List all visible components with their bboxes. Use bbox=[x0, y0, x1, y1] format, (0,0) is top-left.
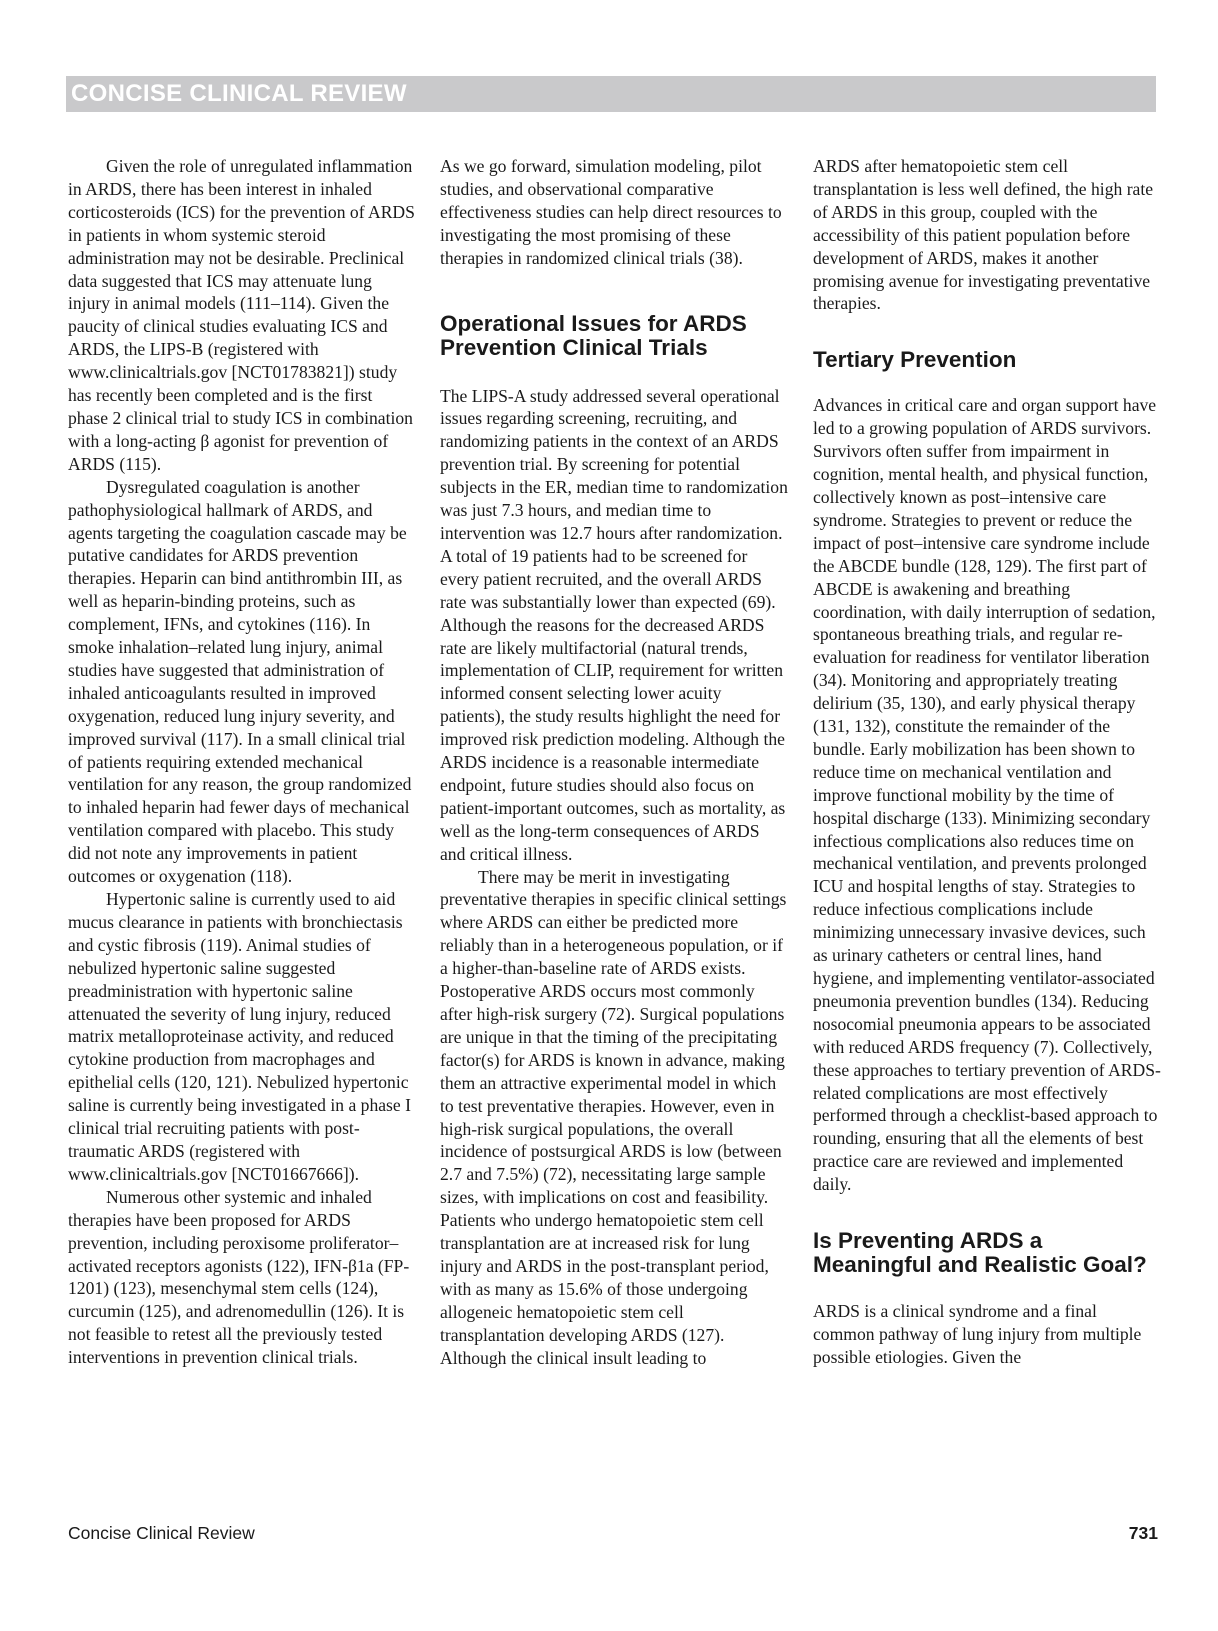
column-1 bbox=[68, 155, 416, 1369]
paragraph: Given the role of unregulated inflammation in ARDS, there has been interest in inhaled corticosteroids (ICS) for the prevention of ARDS in patients in whom systemic steroid administration may not be desirable. Preclinical data suggested that ICS may attenuate lung injury in animal models (111–114). Given the paucity of clinical studies evaluating ICS and ARDS, the LIPS-B (registered with www.clinicaltrials.gov [NCT01783821]) study has recently been completed and is the first phase 2 clinical trial to study ICS in combination with a long-acting β agonist for prevention of ARDS (115). bbox=[68, 156, 415, 474]
paragraph: The LIPS-A study addressed several operational issues regarding screening, recruiting, and randomizing patients in the context of an ARDS prevention trial. By screening for potential subjects in the ER, median time to randomization was just 7.3 hours, and median time to intervention was 12.7 hours after randomization. A total of 19 patients had to be screened for every patient recruited, and the overall ARDS rate was substantially lower than expected (69). Although the reasons for the decreased ARDS rate are likely multifactorial (natural trends, implementation of CLIP, requirement for written informed consent selecting lower acuity patients), the study results highlight the need for improved risk prediction modeling. Although the ARDS incidence is a reasonable intermediate endpoint, future studies should also focus on patient-important outcomes, such as mortality, as well as the long-term consequences of ARDS and critical illness. bbox=[440, 385, 788, 864]
column-2 bbox=[440, 155, 788, 1370]
paragraph: ARDS is a clinical syndrome and a final common pathway of lung injury from multiple possible etiologies. Given the bbox=[813, 1301, 1142, 1367]
paragraph: ARDS after hematopoietic stem cell transplantation is less well defined, the high rate of ARDS in this group, coupled with the accessibility of this patient population before development of ARDS, makes it another promising avenue for investigating preventative therapies. bbox=[813, 156, 1154, 314]
section-heading: Is Preventing ARDS a Meaningful and Realistic Goal? bbox=[813, 1228, 1147, 1278]
paragraph: Numerous other systemic and inhaled therapies have been proposed for ARDS prevention, including peroxisome proliferator–activated receptors agonists (122), IFN-β1a (FP-1201) (123), mesenchymal stem cells (124), curcumin (125), and adrenomedullin (126). It is not feasible to retest all the previously tested interventions in prevention clinical trials. bbox=[68, 1186, 410, 1368]
section-heading: Operational Issues for ARDS Prevention Clinical Trials bbox=[440, 310, 747, 360]
column-3 bbox=[813, 155, 1161, 1369]
section-heading: Tertiary Prevention bbox=[813, 347, 1017, 373]
page-number: 731 bbox=[1128, 1523, 1158, 1543]
section-label: CONCISE CLINICAL REVIEW bbox=[71, 80, 407, 107]
paragraph: Advances in critical care and organ support have led to a growing population of ARDS survivors. Survivors often suffer from impairment in cognition, mental health, and physical function, collectively known as post–intensive care syndrome. Strategies to prevent or reduce the impact of post–intensive care syndrome include the ABCDE bundle (128, 129). The first part of ABCDE is awakening and breathing coordination, with daily interruption of sedation, spontaneous breathing trials, and regular re-evaluation for readiness for ventilator liberation (34). Monitoring and appropriately treating delirium (35, 130), and early physical therapy (131, 132), constitute the remainder of the bundle. Early mobilization has been shown to reduce time on mechanical ventilation and improve functional mobility by the time of hospital discharge (133). Minimizing secondary infectious complications also reduces time on mechanical ventilation, and prevents prolonged ICU and hospital lengths of stay. Strategies to reduce infectious complications include minimizing unnecessary invasive devices, such as urinary catheters or central lines, hand hygiene, and implementing ventilator-associated pneumonia prevention bundles (134). Reducing nosocomial pneumonia appears to be associated with reduced ARDS frequency (7). Collectively, these approaches to tertiary prevention of ARDS-related complications are most effectively performed through a checklist-based approach to rounding, ensuring that all the elements of best practice care are reviewed and implemented daily. bbox=[813, 395, 1161, 1195]
paragraph: As we go forward, simulation modeling, pilot studies, and observational comparative effectiveness studies can help direct resources to investigating the most promising of these therapies in randomized clinical trials (38). bbox=[440, 156, 782, 268]
running-title: Concise Clinical Review bbox=[68, 1523, 255, 1543]
section-banner bbox=[66, 76, 1156, 112]
paragraph: Hypertonic saline is currently used to aid mucus clearance in patients with bronchiectasis and cystic fibrosis (119). Animal studies of nebulized hypertonic saline suggested preadministration with hypertonic saline attenuated the severity of lung injury, reduced matrix metalloproteinase activity, and reduced cytokine production from macrophages and epithelial cells (120, 121). Nebulized hypertonic saline is currently being investigated in a phase I clinical trial recruiting patients with post-traumatic ARDS (registered with www.clinicaltrials.gov [NCT01667666]). bbox=[68, 889, 411, 1184]
paragraph: Dysregulated coagulation is another pathophysiological hallmark of ARDS, and agents targeting the coagulation cascade may be putative candidates for ARDS prevention therapies. Heparin can bind antithrombin III, as well as heparin-binding proteins, such as complement, IFNs, and cytokines (116). In smoke inhalation–related lung injury, animal studies have suggested that administration of inhaled anticoagulants resulted in improved oxygenation, reduced lung injury severity, and improved survival (117). In a small clinical trial of patients requiring extended mechanical ventilation for any reason, the group randomized to inhaled heparin had fewer days of mechanical ventilation compared with placebo. This study did not note any improvements in patient outcomes or oxygenation (118). bbox=[68, 476, 412, 887]
paragraph: There may be merit in investigating preventative therapies in specific clinical settings where ARDS can either be predicted more reliably than in a heterogeneous population, or if a higher-than-baseline rate of ARDS exists. Postoperative ARDS occurs most commonly after high-risk surgery (72). Surgical populations are unique in that the timing of the precipitating factor(s) for ARDS is known in advance, making them an attractive experimental model in which to test preventative therapies. However, even in high-risk surgical populations, the overall incidence of postsurgical ARDS is low (between 2.7 and 7.5%) (72), necessitating large sample sizes, with implications on cost and feasibility. Patients who undergo hematopoietic stem cell transplantation are at increased risk for lung injury and ARDS in the post-transplant period, with as many as 15.6% of those undergoing allogeneic hematopoietic stem cell transplantation developing ARDS (127). Although the clinical insult leading to bbox=[440, 866, 787, 1368]
